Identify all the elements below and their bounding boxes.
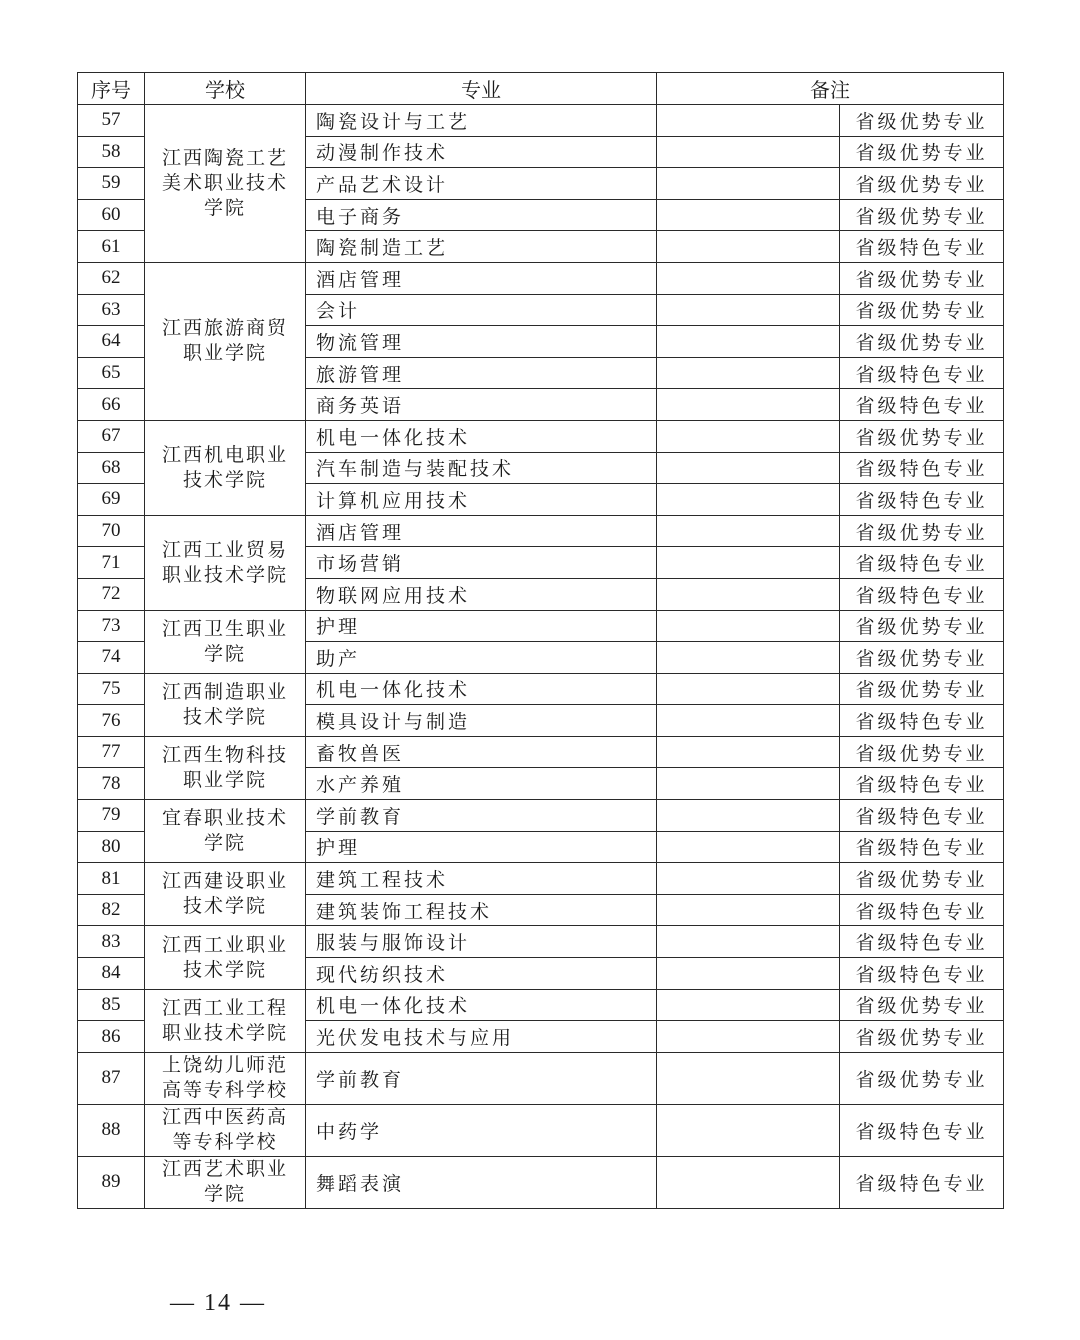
school-name-line: 江西艺术职业 [161, 1158, 288, 1181]
remark-blank-cell [657, 452, 840, 484]
remark-level: 省级特色专业 [840, 800, 1004, 832]
remark-level: 省级优势专业 [840, 136, 1004, 168]
remark-blank-cell [657, 989, 840, 1021]
remark-level: 省级优势专业 [840, 294, 1004, 326]
school-name-line: 技术学院 [182, 468, 267, 491]
school-name [145, 420, 306, 515]
remark-blank-cell [657, 484, 840, 516]
row-index: 82 [78, 894, 145, 926]
major-name: 服装与服饰设计 [306, 926, 657, 958]
remark-level: 省级特色专业 [840, 831, 1004, 863]
school-name [145, 800, 306, 863]
school-name-line: 职业技术学院 [161, 563, 288, 586]
remark-blank-cell [657, 547, 840, 579]
remark-level: 省级特色专业 [840, 578, 1004, 610]
school-name-line: 江西中医药高 [161, 1106, 288, 1129]
major-name: 助产 [306, 642, 657, 674]
school-name-line: 学院 [203, 196, 246, 219]
school-name-line: 宜春职业技术 [161, 807, 288, 830]
row-index: 65 [78, 357, 145, 389]
school-name-line: 上饶幼儿师范 [161, 1054, 288, 1077]
major-name: 学前教育 [306, 1052, 657, 1104]
remark-blank-cell [657, 357, 840, 389]
row-index: 66 [78, 389, 145, 421]
table-header-row [78, 73, 1004, 105]
major-name: 舞蹈表演 [306, 1156, 657, 1208]
row-index: 60 [78, 199, 145, 231]
school-name-line: 江西卫生职业 [161, 617, 288, 640]
remark-level: 省级优势专业 [840, 1052, 1004, 1104]
remark-level: 省级特色专业 [840, 705, 1004, 737]
major-name: 建筑工程技术 [306, 863, 657, 895]
remark-blank-cell [657, 578, 840, 610]
remark-level: 省级优势专业 [840, 515, 1004, 547]
remark-level: 省级特色专业 [840, 357, 1004, 389]
remark-blank-cell [657, 389, 840, 421]
major-name: 水产养殖 [306, 768, 657, 800]
remark-blank-cell [657, 1156, 840, 1208]
major-name: 市场营销 [306, 547, 657, 579]
remark-blank-cell [657, 642, 840, 674]
remark-level: 省级特色专业 [840, 484, 1004, 516]
table-row [78, 1104, 1004, 1156]
major-name: 机电一体化技术 [306, 673, 657, 705]
remark-level: 省级特色专业 [840, 547, 1004, 579]
remark-blank-cell [657, 800, 840, 832]
major-name: 物联网应用技术 [306, 578, 657, 610]
row-index: 78 [78, 768, 145, 800]
header-index: 序号 [78, 73, 145, 105]
remark-blank-cell [657, 326, 840, 358]
school-name-line: 江西工业职业 [161, 933, 288, 956]
school-name-line: 职业学院 [182, 342, 267, 365]
major-name: 现代纺织技术 [306, 958, 657, 990]
page-number: — 14 — [170, 1290, 266, 1316]
school-name [145, 262, 306, 420]
header-school: 学校 [145, 73, 306, 105]
remark-blank-cell [657, 1104, 840, 1156]
remark-blank-cell [657, 705, 840, 737]
row-index: 86 [78, 1021, 145, 1053]
remark-blank-cell [657, 1052, 840, 1104]
table-row [78, 673, 1004, 705]
remark-level: 省级优势专业 [840, 262, 1004, 294]
row-index: 79 [78, 800, 145, 832]
school-name-line: 学院 [203, 642, 246, 665]
major-name: 会计 [306, 294, 657, 326]
row-index: 71 [78, 547, 145, 579]
specialty-table [77, 72, 1004, 1209]
school-name [145, 1052, 306, 1104]
row-index: 67 [78, 420, 145, 452]
major-name: 电子商务 [306, 199, 657, 231]
remark-blank-cell [657, 262, 840, 294]
remark-blank-cell [657, 1021, 840, 1053]
remark-level: 省级特色专业 [840, 768, 1004, 800]
remark-level: 省级优势专业 [840, 199, 1004, 231]
row-index: 77 [78, 736, 145, 768]
table-row [78, 736, 1004, 768]
remark-level: 省级优势专业 [840, 168, 1004, 200]
remark-level: 省级优势专业 [840, 736, 1004, 768]
remark-level: 省级特色专业 [840, 926, 1004, 958]
remark-blank-cell [657, 515, 840, 547]
school-name-line: 技术学院 [182, 958, 267, 981]
row-index: 57 [78, 105, 145, 137]
remark-level: 省级优势专业 [840, 989, 1004, 1021]
major-name: 模具设计与制造 [306, 705, 657, 737]
major-name: 动漫制作技术 [306, 136, 657, 168]
major-name: 畜牧兽医 [306, 736, 657, 768]
remark-blank-cell [657, 199, 840, 231]
table-row [78, 1052, 1004, 1104]
table-row [78, 800, 1004, 832]
row-index: 89 [78, 1156, 145, 1208]
major-name: 中药学 [306, 1104, 657, 1156]
remark-blank-cell [657, 231, 840, 263]
school-name-line: 高等专科学校 [161, 1079, 288, 1102]
school-name-line: 等专科学校 [172, 1131, 278, 1154]
row-index: 68 [78, 452, 145, 484]
row-index: 83 [78, 926, 145, 958]
school-name [145, 989, 306, 1052]
school-name [145, 926, 306, 989]
table-row [78, 105, 1004, 137]
major-name: 计算机应用技术 [306, 484, 657, 516]
table-row [78, 863, 1004, 895]
header-remark: 备注 [657, 73, 1004, 105]
remark-level: 省级特色专业 [840, 1104, 1004, 1156]
table-row [78, 989, 1004, 1021]
school-name-line: 江西旅游商贸 [161, 317, 288, 340]
row-index: 58 [78, 136, 145, 168]
row-index: 74 [78, 642, 145, 674]
row-index: 63 [78, 294, 145, 326]
major-name: 陶瓷制造工艺 [306, 231, 657, 263]
school-name-line: 美术职业技术 [161, 171, 288, 194]
table-row [78, 262, 1004, 294]
school-name-line: 职业学院 [182, 768, 267, 791]
school-name-line: 江西工业工程 [161, 996, 288, 1019]
remark-level: 省级特色专业 [840, 1156, 1004, 1208]
major-name: 物流管理 [306, 326, 657, 358]
school-name [145, 673, 306, 736]
school-name-line: 技术学院 [182, 705, 267, 728]
remark-blank-cell [657, 168, 840, 200]
remark-blank-cell [657, 673, 840, 705]
remark-level: 省级优势专业 [840, 420, 1004, 452]
row-index: 73 [78, 610, 145, 642]
school-name [145, 105, 306, 263]
remark-blank-cell [657, 894, 840, 926]
header-major: 专业 [306, 73, 657, 105]
remark-level: 省级优势专业 [840, 105, 1004, 137]
school-name-line: 江西制造职业 [161, 680, 288, 703]
school-name-line: 学院 [203, 1183, 246, 1206]
school-name [145, 863, 306, 926]
school-name [145, 515, 306, 610]
remark-level: 省级特色专业 [840, 894, 1004, 926]
major-name: 建筑装饰工程技术 [306, 894, 657, 926]
major-name: 酒店管理 [306, 262, 657, 294]
remark-blank-cell [657, 768, 840, 800]
major-name: 光伏发电技术与应用 [306, 1021, 657, 1053]
remark-blank-cell [657, 420, 840, 452]
remark-level: 省级优势专业 [840, 610, 1004, 642]
row-index: 88 [78, 1104, 145, 1156]
remark-blank-cell [657, 610, 840, 642]
table-row [78, 515, 1004, 547]
school-name-line: 江西陶瓷工艺 [161, 146, 288, 169]
remark-level: 省级优势专业 [840, 863, 1004, 895]
remark-blank-cell [657, 136, 840, 168]
remark-blank-cell [657, 863, 840, 895]
remark-blank-cell [657, 958, 840, 990]
remark-blank-cell [657, 831, 840, 863]
remark-level: 省级特色专业 [840, 452, 1004, 484]
major-name: 产品艺术设计 [306, 168, 657, 200]
row-index: 62 [78, 262, 145, 294]
school-name-line: 技术学院 [182, 895, 267, 918]
major-name: 机电一体化技术 [306, 420, 657, 452]
major-name: 护理 [306, 831, 657, 863]
row-index: 64 [78, 326, 145, 358]
remark-level: 省级特色专业 [840, 231, 1004, 263]
major-name: 酒店管理 [306, 515, 657, 547]
table-row [78, 610, 1004, 642]
remark-level: 省级优势专业 [840, 1021, 1004, 1053]
remark-blank-cell [657, 736, 840, 768]
remark-level: 省级优势专业 [840, 673, 1004, 705]
row-index: 72 [78, 578, 145, 610]
row-index: 84 [78, 958, 145, 990]
row-index: 61 [78, 231, 145, 263]
school-name-line: 江西生物科技 [161, 743, 288, 766]
table-row [78, 420, 1004, 452]
major-name: 学前教育 [306, 800, 657, 832]
row-index: 81 [78, 863, 145, 895]
remark-blank-cell [657, 105, 840, 137]
remark-level: 省级优势专业 [840, 642, 1004, 674]
remark-level: 省级特色专业 [840, 958, 1004, 990]
school-name [145, 610, 306, 673]
major-name: 护理 [306, 610, 657, 642]
major-name: 商务英语 [306, 389, 657, 421]
remark-level: 省级优势专业 [840, 326, 1004, 358]
major-name: 机电一体化技术 [306, 989, 657, 1021]
school-name [145, 1104, 306, 1156]
table-row [78, 1156, 1004, 1208]
remark-blank-cell [657, 294, 840, 326]
row-index: 75 [78, 673, 145, 705]
school-name [145, 1156, 306, 1208]
school-name-line: 职业技术学院 [161, 1021, 288, 1044]
table-row [78, 926, 1004, 958]
row-index: 80 [78, 831, 145, 863]
school-name-line: 江西机电职业 [161, 443, 288, 466]
school-name-line: 学院 [203, 832, 246, 855]
row-index: 87 [78, 1052, 145, 1104]
major-name: 汽车制造与装配技术 [306, 452, 657, 484]
remark-blank-cell [657, 926, 840, 958]
row-index: 59 [78, 168, 145, 200]
school-name-line: 江西工业贸易 [161, 538, 288, 561]
remark-level: 省级特色专业 [840, 389, 1004, 421]
row-index: 69 [78, 484, 145, 516]
row-index: 76 [78, 705, 145, 737]
major-name: 陶瓷设计与工艺 [306, 105, 657, 137]
school-name-line: 江西建设职业 [161, 870, 288, 893]
row-index: 85 [78, 989, 145, 1021]
major-name: 旅游管理 [306, 357, 657, 389]
row-index: 70 [78, 515, 145, 547]
table-body [78, 105, 1004, 1209]
school-name [145, 736, 306, 799]
